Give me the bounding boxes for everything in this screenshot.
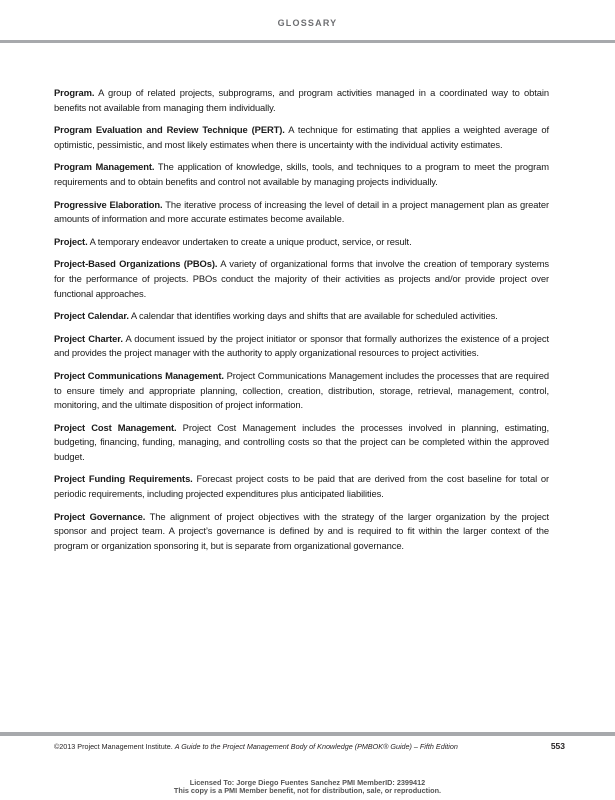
glossary-entry	[54, 472, 549, 501]
glossary-term: Program Management.	[54, 161, 155, 173]
glossary-term: Project Communications Management.	[54, 369, 224, 381]
copyright-notice: ©2013 Project Management Institute.	[54, 742, 173, 751]
glossary-definition: A temporary endeavor undertaken to create a unique product, service, or result.	[89, 235, 412, 247]
glossary-definition: A technique for estimating that applies a weighted average of optimistic, pessimistic, and most likely estimates when there is uncertainty with the individual activity estimates.	[54, 124, 549, 150]
page-header-title: GLOSSARY	[277, 18, 338, 28]
glossary-definition: A group of related projects, subprograms, and program activities managed in a coordinated way to obtain benefits not available from managing them individually.	[54, 87, 549, 113]
glossary-entry	[54, 86, 549, 115]
book-title: A Guide to the Project Management Body of Knowledge (PMBOK® Guide) – Fifth Edition	[174, 742, 458, 751]
glossary-entry	[54, 309, 549, 324]
glossary-definition: The alignment of project objectives with the strategy of the larger organization by the project sponsor and project team. A project’s governance is defined by and is required to fit within the larger context of the program or organization sponsoring it, but is separate from organizational governance.	[54, 510, 549, 551]
glossary-definition: A calendar that identifies working days and shifts that are available for scheduled activities.	[130, 310, 498, 322]
glossary-entry	[54, 257, 549, 301]
glossary-definition: The iterative process of increasing the level of detail in a project management plan as greater amounts of information and more accurate estimates become available.	[54, 198, 549, 225]
glossary-entries	[54, 86, 549, 561]
glossary-entry	[54, 510, 549, 554]
glossary-definition: Project Communications Management includes the processes that are required to ensure timely and appropriate planning, collection, creation, distribution, storage, retrieval, management, control, monitoring, and the ultimate disposition of project information.	[54, 369, 549, 411]
license-line-1: Licensed To: Jorge Diego Fuentes Sanchez PMI MemberID: 2399412	[189, 778, 426, 787]
glossary-entry	[54, 421, 549, 465]
glossary-definition: A document issued by the project initiator or sponsor that formally authorizes the existence of a project and provides the project manager with the authority to apply organizational resources to project activities.	[54, 332, 549, 359]
glossary-entry	[54, 235, 549, 250]
license-notice	[0, 779, 615, 795]
glossary-term: Progressive Elaboration.	[54, 198, 163, 210]
header-divider	[0, 40, 615, 43]
glossary-entry	[54, 160, 549, 189]
glossary-term: Project Calendar.	[54, 310, 129, 322]
glossary-definition: Forecast project costs to be paid that are derived from the cost baseline for total or periodic requirements, including projected expenditures plus anticipated liabilities.	[54, 473, 549, 500]
glossary-term: Project.	[54, 235, 88, 247]
glossary-term: Program.	[54, 87, 95, 98]
footer-divider	[0, 732, 615, 736]
glossary-entry	[54, 332, 549, 361]
glossary-definition: Project Cost Management includes the processes involved in planning, estimating, budgeting, financing, funding, managing, and controlling costs so that the project can be completed within the approved budget.	[54, 421, 549, 462]
glossary-definition: The application of knowledge, skills, tools, and techniques to a program to meet the program requirements and to obtain benefits and control not available by managing projects individually.	[54, 161, 549, 187]
glossary-term: Project Funding Requirements.	[54, 473, 193, 485]
glossary-entry	[54, 369, 549, 413]
glossary-term: Program Evaluation and Review Technique (PERT).	[54, 124, 285, 136]
glossary-term: Project-Based Organizations (PBOs).	[54, 258, 218, 270]
glossary-entry	[54, 123, 549, 152]
glossary-term: Project Charter.	[54, 332, 123, 344]
glossary-term: Project Governance.	[54, 510, 146, 522]
glossary-term: Project Cost Management.	[54, 421, 177, 433]
glossary-definition: A variety of organizational forms that involve the creation of temporary systems for the performance of projects. PBOs conduct the majority of their activities as projects and/or provide project over functional approaches.	[54, 258, 549, 299]
footer-copyright	[54, 742, 458, 751]
page-number: 553	[550, 741, 565, 751]
glossary-entry	[54, 198, 549, 227]
license-line-2: This copy is a PMI Member benefit, not for distribution, sale, or reproduction.	[173, 786, 442, 795]
